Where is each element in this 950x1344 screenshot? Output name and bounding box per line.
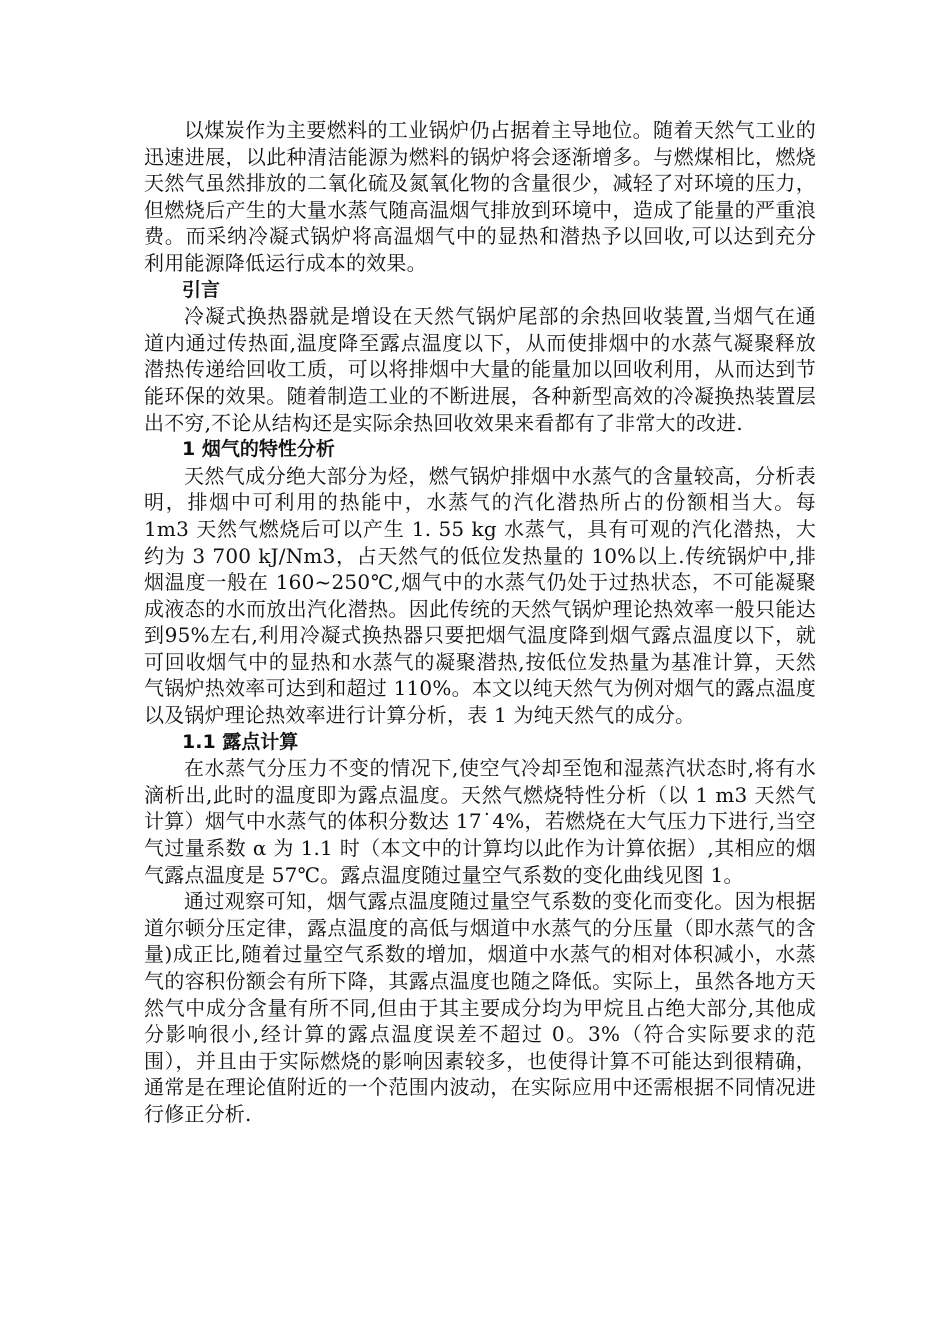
document-page (144, 117, 816, 1128)
section-1-1-heading: 1.1 露点计算 (182, 730, 299, 753)
intro-heading: 引言 (182, 278, 221, 301)
intro-paragraph: 冷凝式换热器就是增设在天然气锅炉尾部的余热回收装置,当烟气在通道内通过传热面,温度降至露点温度以下，从而使排烟中的水蒸气凝聚释放潜热传递给回收工质，可以将排烟中大量的能量加以回收利用，从而达到节能环保的效果。随着制造工业的不断进展，各种新型高效的冷凝换热装置层出不穷,不论从结构还是实际余热回收效果来看都有了非常大的改进. (144, 304, 816, 435)
section-1-heading: 1 烟气的特性分析 (182, 438, 335, 461)
section-1-1-paragraph-1: 在水蒸气分压力不变的情况下,使空气冷却至饱和湿蒸汽状态时,将有水滴析出,此时的温度即为露点温度。天然气燃烧特性分析（以 1 m3 天然气计算）烟气中水蒸气的体积分数达 17˙4%，若燃烧在大气压力下进行,当空气过量系数 α 为 1.1 时（本文中的计算均以此作为计算依据）,其相应的烟气露点温度是 57℃。露点温度随过量空气系数的变化曲线见图 1。 (144, 756, 816, 887)
abstract-paragraph: 以煤炭作为主要燃料的工业锅炉仍占据着主导地位。随着天然气工业的迅速进展，以此种清洁能源为燃料的锅炉将会逐渐增多。与燃煤相比，燃烧天然气虽然排放的二氧化硫及氮氧化物的含量很少，减轻了对环境的压力，但燃烧后产生的大量水蒸气随高温烟气排放到环境中，造成了能量的严重浪费。而采纳冷凝式锅炉将高温烟气中的显热和潜热予以回收,可以达到充分利用能源降低运行成本的效果。 (144, 118, 816, 275)
section-1-paragraph: 天然气成分绝大部分为烃，燃气锅炉排烟中水蒸气的含量较高，分析表明，排烟中可利用的热能中，水蒸气的汽化潜热所占的份额相当大。每 1m3 天然气燃烧后可以产生 1. 55 kg 水蒸气，具有可观的汽化潜热，大约为 3 700 kJ/Nm3，占天然气的低位发热量的 10%以上.传统锅炉中,排烟温度一般在 160~250℃,烟气中的水蒸气仍处于过热状态，不可能凝聚成液态的水而放出汽化潜热。因此传统的天然气锅炉理论热效率一般只能达到95%左右,利用冷凝式换热器只要把烟气温度降到烟气露点温度以下，就可回收烟气中的显热和水蒸气的凝聚潜热,按低位发热量为基准计算，天然气锅炉热效率可达到和超过 110%。本文以纯天然气为例对烟气的露点温度以及锅炉理论热效率进行计算分析，表 1 为纯天然气的成分。 (144, 463, 816, 728)
section-1-1-paragraph-2: 通过观察可知，烟气露点温度随过量空气系数的变化而变化。因为根据道尔顿分压定律，露点温度的高低与烟道中水蒸气的分压量（即水蒸气的含量)成正比,随着过量空气系数的增加，烟道中水蒸气的相对体积减小，水蒸气的容积份额会有所下降，其露点温度也随之降低。实际上，虽然各地方天然气中成分含量有所不同,但由于其主要成分均为甲烷且占绝大部分,其他成分影响很小,经计算的露点温度误差不超过 0。3%（符合实际要求的范围），并且由于实际燃烧的影响因素较多，也使得计算不可能达到很精确，通常是在理论值附近的一个范围内波动，在实际应用中还需根据不同情况进行修正分析. (144, 889, 816, 1126)
